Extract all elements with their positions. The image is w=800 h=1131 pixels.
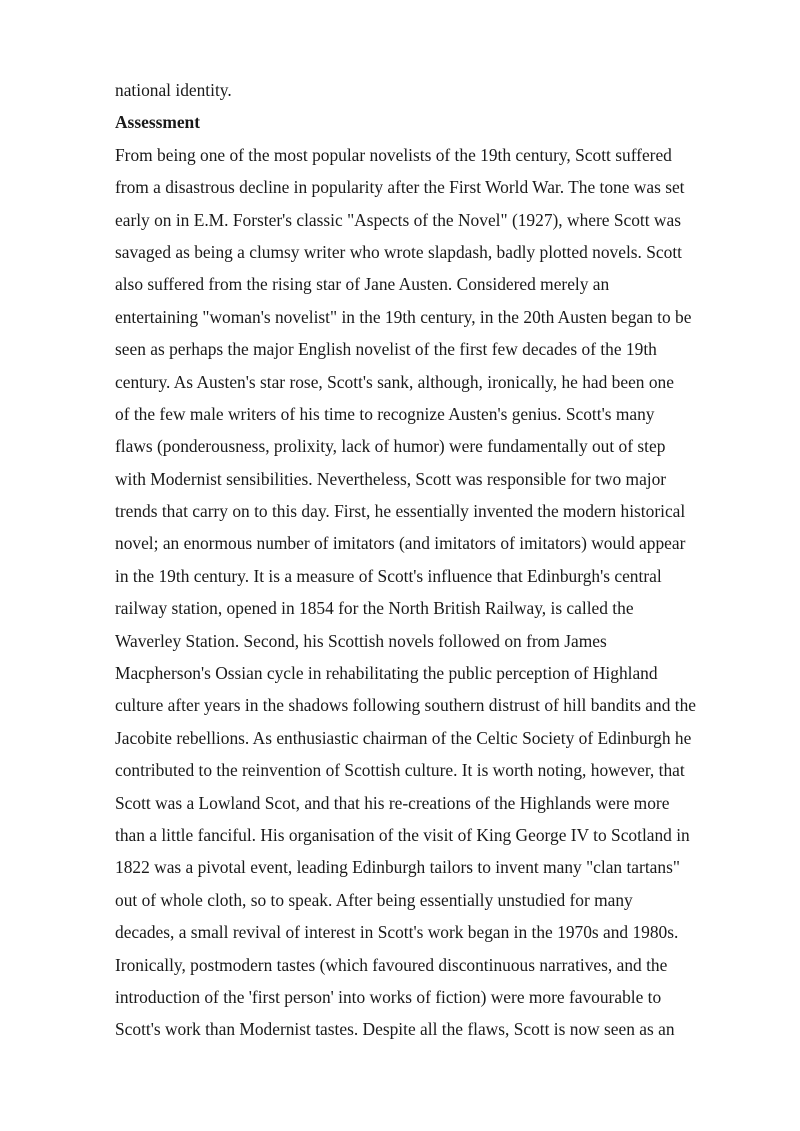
body-line: decades, a small revival of interest in Scott's work began in the 1970s and 1980s.: [115, 922, 679, 943]
body-line: novel; an enormous number of imitators (and imitators of imitators) would appear: [115, 533, 686, 554]
body-line: Waverley Station. Second, his Scottish novels followed on from James: [115, 630, 607, 651]
body-line: introduction of the 'first person' into works of fiction) were more favourable to: [115, 986, 662, 1007]
document-body: [115, 74, 755, 1046]
body-line: Scott was a Lowland Scot, and that his re-creations of the Highlands were more: [115, 792, 670, 813]
body-line: trends that carry on to this day. First, he essentially invented the modern historical: [115, 501, 686, 522]
body-line: of the few male writers of his time to recognize Austen's genius. Scott's many: [115, 403, 655, 424]
body-line: savaged as being a clumsy writer who wrote slapdash, badly plotted novels. Scott: [115, 241, 683, 262]
body-line: out of whole cloth, so to speak. After being essentially unstudied for many: [115, 889, 633, 910]
body-line: Jacobite rebellions. As enthusiastic chairman of the Celtic Society of Edinburgh he: [115, 727, 692, 748]
body-line: Scott's work than Modernist tastes. Despite all the flaws, Scott is now seen as an: [115, 1019, 675, 1040]
body-line: Macpherson's Ossian cycle in rehabilitating the public perception of Highland: [115, 663, 658, 684]
body-line: seen as perhaps the major English novelist of the first few decades of the 19th: [115, 339, 657, 360]
body-line: Ironically, postmodern tastes (which favoured discontinuous narratives, and the: [115, 954, 668, 975]
body-line: 1822 was a pivotal event, leading Edinburgh tailors to invent many "clan tartans": [115, 857, 680, 878]
body-paragraph: [115, 139, 755, 1046]
body-line: also suffered from the rising star of Jane Austen. Considered merely an: [115, 274, 610, 295]
body-line: contributed to the reinvention of Scottish culture. It is worth noting, however, that: [115, 760, 685, 781]
body-line: railway station, opened in 1854 for the North British Railway, is called the: [115, 598, 634, 619]
body-line: century. As Austen's star rose, Scott's sank, although, ironically, he had been one: [115, 371, 674, 392]
body-line: in the 19th century. It is a measure of Scott's influence that Edinburgh's central: [115, 565, 662, 586]
section-heading: Assessment: [115, 112, 201, 133]
body-line: entertaining "woman's novelist" in the 19th century, in the 20th Austen began to be: [115, 306, 692, 327]
body-line: than a little fanciful. His organisation of the visit of King George IV to Scotland in: [115, 824, 690, 845]
body-line: from a disastrous decline in popularity after the First World War. The tone was set: [115, 177, 685, 198]
body-line: culture after years in the shadows following southern distrust of hill bandits and the: [115, 695, 697, 716]
body-line: early on in E.M. Forster's classic "Aspects of the Novel" (1927), where Scott was: [115, 209, 681, 230]
body-line: with Modernist sensibilities. Nevertheless, Scott was responsible for two major: [115, 468, 667, 489]
body-line: From being one of the most popular novelists of the 19th century, Scott suffered: [115, 144, 672, 165]
lead-line: national identity.: [115, 80, 232, 100]
body-line: flaws (ponderousness, prolixity, lack of humor) were fundamentally out of step: [115, 436, 666, 457]
